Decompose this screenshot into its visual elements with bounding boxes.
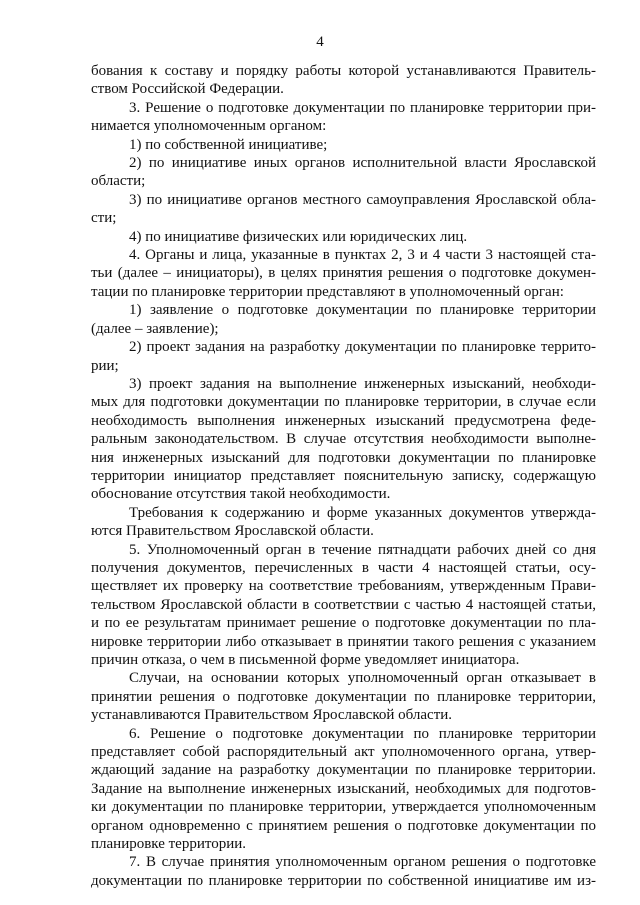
text-line: 2) проект задания на разработку документации по планировке террито- [129,339,596,356]
text-line: области; [91,173,146,190]
text-line: причин отказа, о чем в письменной форме уведомляет инициатора. [91,652,520,668]
text-line: обоснование отсутствия такой необходимости. [91,486,391,503]
text-line: 2) по инициативе иных органов исполнительной власти Ярославской [129,155,596,172]
text-line: нировке территории либо отказывает в принятии такого решения с указанием [91,633,596,650]
text-line: 4) по инициативе физических или юридических лиц. [129,228,468,245]
text-line: нимается уполномоченным органом: [91,118,327,135]
text-line: тации по планировке территории представляют в уполномоченный орган: [91,283,564,300]
text-line: необходимость выполнения инженерных изысканий предусмотрена феде- [91,412,596,429]
text-line: 3) по инициативе органов местного самоуправления Ярославской обла- [129,191,596,208]
text-line: бования к составу и порядку работы которой устанавливаются Правитель- [91,63,596,79]
text-line: Случаи, на основании которых уполномоченный орган отказывает в [129,670,596,687]
text-line: принятии решения о подготовке документации по планировке территории, [91,688,596,705]
text-line: тьи (далее – инициаторы), в целях принятия решения о подготовке докумен- [91,265,596,282]
text-line: ждающий задание на разработку документации по планировке территории. [91,762,596,779]
document-body [91,62,596,890]
text-line: мых для подготовки документации по планировке территории, в случае если [91,394,596,411]
text-line: 3) проект задания на выполнение инженерных изысканий, необходи- [129,375,596,392]
text-line: ки документации по планировке территории, утверждается уполномоченным [91,799,596,816]
text-line: Задание на выполнение инженерных изысканий, необходимых для подготов- [91,780,596,797]
text-line: ществляет их проверку на соответствие требованиям, утвержденным Прави- [91,578,596,595]
text-line: планировке территории. [91,836,247,853]
text-line: 3. Решение о подготовке документации по планировке территории при- [129,99,596,116]
text-line: 1) по собственной инициативе; [129,136,328,153]
text-line: ральным законодательством. В случае отсутствия необходимости выполне- [91,431,596,448]
text-line: устанавливаются Правительством Ярославской области. [91,707,453,724]
text-line: документации по планировке территории по собственной инициативе им из- [91,872,596,889]
text-line: 7. В случае принятия уполномоченным органом решения о подготовке [129,854,596,871]
text-line: Требования к содержанию и форме указанных документов утвержда- [129,504,596,521]
page-number: 4 [316,34,324,50]
text-line: рии; [91,357,119,374]
text-line: 4. Органы и лица, указанные в пунктах 2, 3 и 4 части 3 настоящей ста- [129,247,596,264]
text-line: сти; [91,210,117,227]
text-line: территории инициатор представляет пояснительную записку, содержащую [91,467,596,484]
text-line: органом одновременно с принятием решения о подготовке документации по [91,817,596,834]
text-line: ния инженерных изысканий для подготовки документации по планировке [91,449,596,466]
text-line: тельством Ярославской области в соответствии с частью 4 настоящей статьи, [91,596,596,613]
text-line: и по ее результатам принимает решение о подготовке документации по пла- [91,615,596,632]
text-line: получения документов, перечисленных в части 4 настоящей статьи, осу- [91,559,596,576]
text-line: (далее – заявление); [91,320,219,337]
text-line: 1) заявление о подготовке документации по планировке территории [129,302,596,319]
text-line: 6. Решение о подготовке документации по планировке территории [129,725,596,742]
text-line: ством Российской Федерации. [91,81,284,98]
text-line: представляет собой распорядительный акт уполномоченного органа, утвер- [91,744,596,761]
text-line: ются Правительством Ярославской области. [91,523,374,540]
text-line: 5. Уполномоченный орган в течение пятнадцати рабочих дней со дня [129,541,596,558]
